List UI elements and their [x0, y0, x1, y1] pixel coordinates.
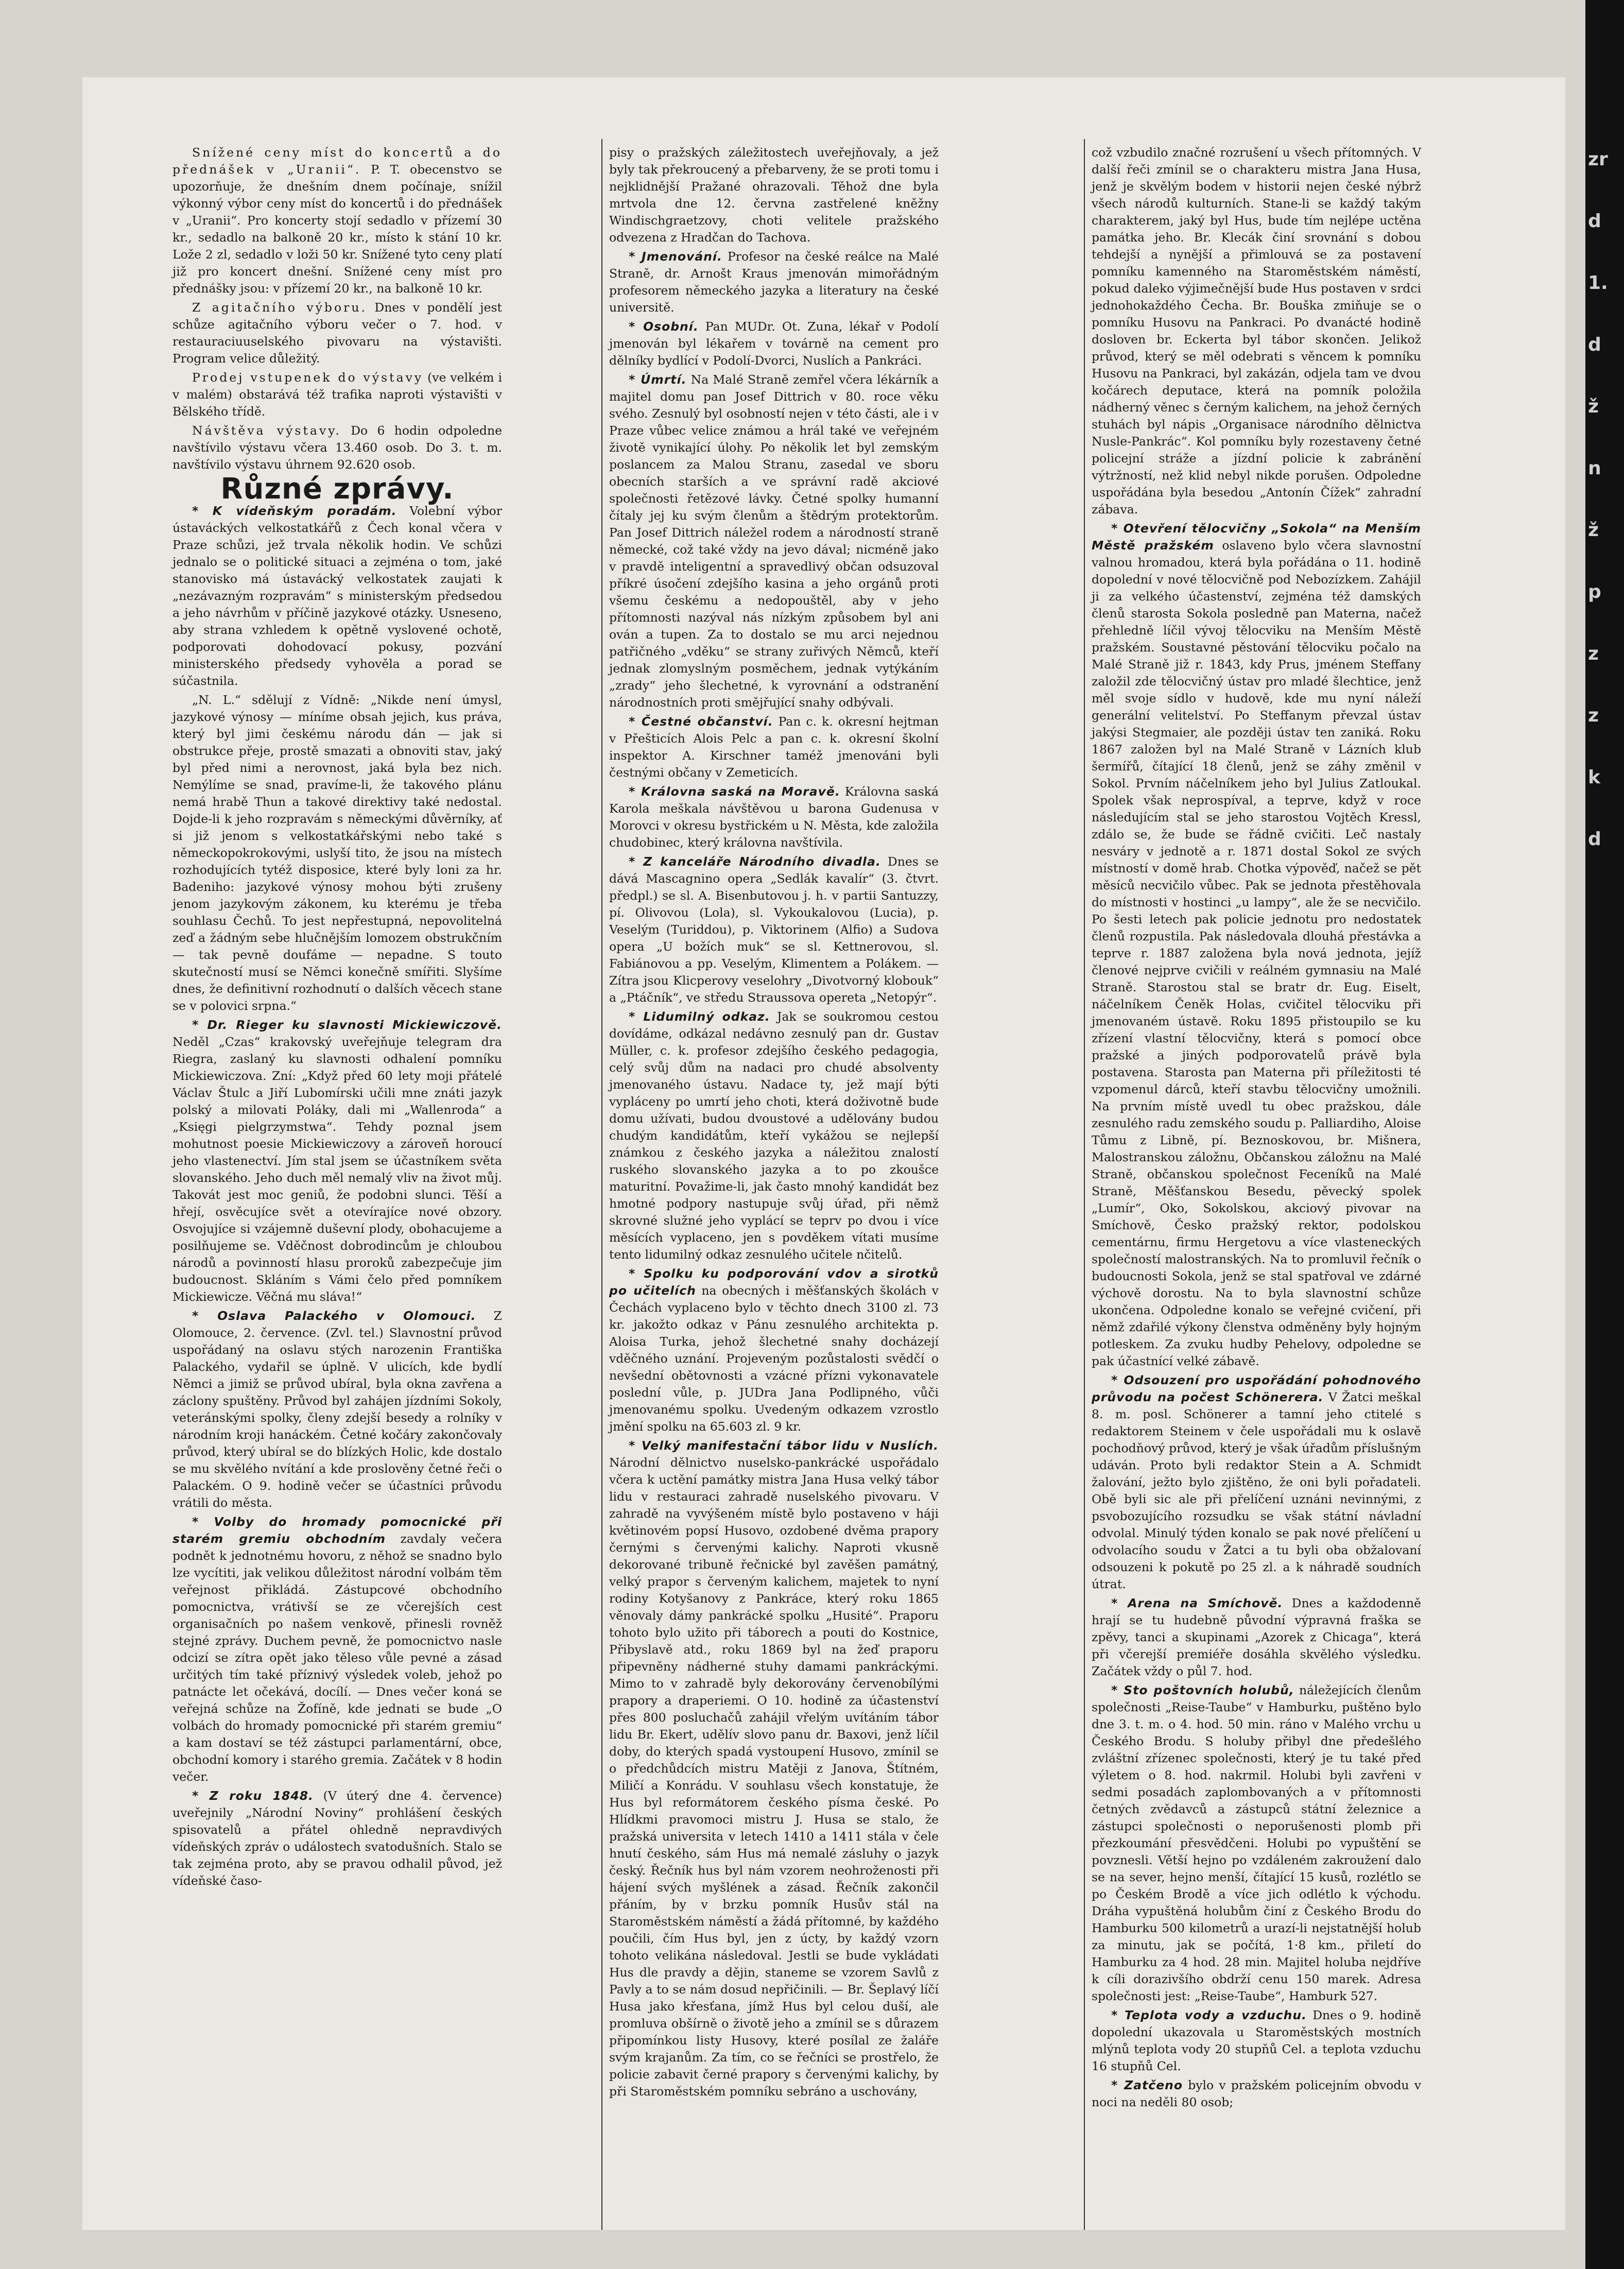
- news-item: * Otevření tělocvičny „Sokola“ na Menším Městě pražském oslaveno bylo včera slavnostní valnou hromadou, která byla pořádána o 11. hodině dopolední v nové tělocvičně pod Nebozízkem. Zahájil ji za velkého účastenství, zejména též damských členů starosta Sokola posledně pan Materna, načež přehledně líčil vývoj tělocviku na Menším Městě pražském. Soustavné pěstování tělocviku počalo na Malé Straně již r. 1843, kdy Prus, jménem Steffany založil zde tělocvičný ústav pro mladé šlechtice, jenž měl svoje sídlo v hudově, kde mu nyní náleží generální velitelství. Po Steffanym převzal ústav jakýsi Stegmaier, ale později ústav ten zaniká. Roku 1867 založen byl na Malé Straně v Lázních klub šermířů, čítající 18 členů, jenž se záhy změnil v Sokol. Prvním náčelníkem jeho byl Julius Zatloukal. Spolek však neprospíval, a teprve, když v roce následujícím stal se jeho starostou Vojtěch Kressl, zdálo se, že bude se řádně cvičiti. Leč nastaly nesváry v jednotě a r. 1871 dostal Sokol ze svých místností v domě hrab. Chotka výpověď, načež se pět měsíců necvičilo vůbec. Pak se jednota přestěhovala do místnosti v hostinci „u lampy“, ale že se necvičilo. Po šesti letech pak policie jednotu pro nedostatek členů rozpustila. Pak následovala dlouhá přestávka a teprve r. 1887 založena byla nová jednota, jejíž členové nejprve cvičili v reálném gymnasiu na Malé Straně. Starostou stal se bratr dr. Eug. Eiselt, náčelníkem Čeněk Holas, cvičitel tělocviku při jmenovaném ústavě. Roku 1895 přistoupilo se ku zřízení vlastní tělocvičny, která s pomocí obce pražské a jiných podporovatelů právě byla postavena. Starosta pan Materna při příležitosti té vzpomenul dárců, kteří stavbu tělocvičny umožnili. Na prvním místě uvedl tu obec pražskou, dále zesnulého radu zemského soudu p. Palliardiho, Aloise Tůmu z Libně, pí. Beznoskovou, br. Mišnera, Malostranskou záložnu, Občanskou záložnu na Malé Straně, občanskou společnost Feceníků na Malé Straně, Měšťanskou Besedu, pěvecký spolek „Lumír“, Oko, Sokolskou, akciový pivovar na Smíchově, Česko pražský rektor, podolskou cementárnu, firmu Hergetovu a více vlasteneckých společností malostranských. Na to promluvil řečník o budoucnosti Sokola, jenž se stal spatřoval ve zdárné výchově dorostu. Na to byla slavnostní schůze ukončena. Odpoledne konalo se veřejné cvičení, při němž zdařilé výkony členstva odměněny byly hojným potleskem. Za zvuku hudby Pehelovy, odpoledne se pak účastnící velké zábavě.: [1092, 521, 1421, 1368]
- edge-fragment: 1.: [1588, 272, 1608, 294]
- notice-paragraph: Prodej vstupenek do výstavy (ve velkém i v malém) obstarává též trafika naproti výstavišti v Bělského třídě.: [172, 370, 502, 419]
- edge-fragment: z: [1588, 705, 1599, 726]
- column-1: [172, 144, 502, 1892]
- news-item: pisy o pražských záležitostech uveřejňovaly, a jež byly tak překroucený a přebarveny, že se proti tomu i nejklidnější Pražané ohrazovali. Těhož dne byla mrtvola dne 12. června zastřelené kněžny Windischgraetzovy, choti velitele pražského odvezena z Hradčan do Tachova.: [609, 145, 939, 245]
- edge-fragment: d: [1588, 334, 1601, 355]
- news-item: * Královna saská na Moravě. Královna saská Karola meškala návštěvou u barona Gudenusa v Morovci v okresu bystřickém u N. Města, kde založila chudobinec, který královna navštívila.: [609, 784, 939, 850]
- adjacent-page-edge: [1585, 0, 1624, 2269]
- column-divider: [1084, 139, 1085, 2230]
- news-item: * Arena na Smíchově. Dnes a každodenně hrají se tu hudebně původní výpravná fraška se zpěvy, tanci a skupinami „Azorek z Chicaga“, která při včerejší premiéře dosáhla skvělého výsledku. Začátek vždy o půl 7. hod.: [1092, 1596, 1421, 1678]
- news-item: * Dr. Rieger ku slavnosti Mickiewiczově. Neděl „Czas“ krakovský uveřejňuje telegram dra Riegra, zaslaný ku slavnosti odhalení pomníku Mickiewiczova. Zní: „Když před 60 lety moji přátelé Václav Štulc a Jiří Lubomírski učili mne znáti jazyk polský a milovati Poláky, dali mi „Wallenroda“ a „Księgi pielgrzymstwa“. Tehdy poznal jsem mohutnost poesie Mickiewiczovy a zároveň horoucí jeho vlastenectví. Jím stal jsem se účastníkem světa slovanského. Jeho duch měl nemalý vliv na život můj. Takovát jest moc geniů, že podobni slunci. Těší a hřejí, osvěcujíce svět a otevírajíce nové obzory. Osvojujíce si vzájemně duševní plody, obohacujeme a posilňujeme se. Vděčnost dobrodincům je chloubou národů a povinností hlasu proroků zabezpečuje jim budoucnost. Skláním s Vámi čelo před pomníkem Mickiewicze. Věčná mu sláva!“: [172, 1018, 502, 1304]
- edge-fragment: ž: [1588, 396, 1599, 417]
- news-item: což vzbudilo značné rozrušení u všech přítomných. V další řeči zmínil se o charakteru mistra Jana Husa, jenž je skvělým bodem v historii nejen české nýbrž všech národů kulturních. Stane-li se každý takým charakterem, jaký byl Hus, bude tím nejlépe uctěna památka jeho. Br. Klecák činí srovnání s dobou tehdejší a nynější a přimlouvá se za postavení pomníku kamenného na Staroměstském náměstí, pokud daleko výjimečnější bude Hus postaven v srdci jednohokaždého Čecha. Br. Bouška zmiňuje se o pomníku Husovu na Pankraci. Po dvanácté hodině dosloven br. Eckerta byl tábor skončen. Jelikož průvod, který se měl odebrati s věncem k pomníku Husovu na Pankraci, byl zakázán, odjela tam ve dvou kočárech deputace, která na pomník položila nádherný věnec s černým kalichem, na jehož černých stuhách byl nápis „Organisace národního dělnictva Nusle-Pankrác“. Kol pomníku byly rozestaveny četné policejní stráže a jízdní policie k zabránění výtržností, než klid nebyl nikde porušen. Odpoledne uspořádána byla besedou „Antonín Čížek“ zahradní zábava.: [1092, 145, 1421, 517]
- edge-fragment: d: [1588, 829, 1601, 850]
- notice-paragraph: Z agitačního výboru. Dnes v pondělí jest schůze agitačního výboru večer o 7. hod. v restauraciuuselského pivovaru na výstavišti. Program velice důležitý.: [172, 300, 502, 366]
- news-item: * Z kanceláře Národního divadla. Dnes se dává Mascagnino opera „Sedlák kavalír“ (3. čtvrt. předpl.) se sl. A. Bisenbutovou j. h. v partii Santuzzy, pí. Olivovou (Lola), sl. Vykoukalovou (Lucia), p. Veselým (Turiddou), p. Viktorinem (Alfio) a Sudova opera „U božích muk“ se sl. Kettnerovou, sl. Fabiánovou a pp. Veselým, Klimentem a Polákem. — Zítra jsou Klicperovy veselohry „Divotvorný klobouk“ a „Ptáčník“, ve středu Straussova opereta „Netopýr“.: [609, 854, 939, 1005]
- edge-fragment: d: [1588, 211, 1601, 232]
- newspaper-page: [82, 77, 1565, 2230]
- edge-fragment: z: [1588, 643, 1599, 664]
- news-item: „N. L.“ sdělují z Vídně: „Nikde není úmysl, jazykové výnosy — míníme obsah jejich, kus práva, který byl jimi českému národu dán — jak si obstrukce přeje, prostě smazati a obnoviti stav, jaký byl před nimi a nerovnost, jaká byla bez nich. Nemýlíme se snad, pravíme-li, že takového plánu nemá hrabě Thun a takové direktivy také nedostal. Dojde-li k jeho rozpravám s německými důvěrníky, ať si již jenom s velkostatkářskými nebo také s německopokrokovými, uslyší tito, že jsou na místech rozhodujících tytéž disposice, které byly loni za hr. Badeniho: jazykové výnosy mohou býti zrušeny jenom jazykovým zákonem, ku kterému je třeba souhlasu Čechů. To jest nepřestupná, nepovolitelná zeď a žádným sebe hlučnějším lomozem obstrukčním — tak pevně doufáme — nepadne. S touto skutečností musí se Němci konečně smířiti. Slyšíme dnes, že definitivní rozhodnutí o dalších věcech stane se v polovici srpna.“: [172, 693, 502, 1013]
- news-item: * Úmrtí. Na Malé Straně zemřel včera lékárník a majitel domu pan Josef Dittrich v 80. roce věku svého. Zesnulý byl osobností nejen v této části, ale i v Praze vůbec velice známou a hrál také ve veřejném životě vynikající úlohy. Po několik let byl zemským poslancem za Malou Stranu, zasedal ve sboru obecních starších a ve správní radě akciové společnosti řetězové lávky. Četné spolky humanní čítaly jej ku svým členům a štědrým protektorům. Pan Josef Dittrich náležel rodem a národností straně německé, což také vždy na jevo dával; nicméně jako v pravdě inteligentní a spravedlivý občan odsuzoval příkré úsočení zdejšího kasina a jeho orgánů proti všemu českému a nedopouštěl, aby v jeho přítomnosti nazýval nás nízkým způsobem byl ani ován a tupen. Za to dostalo se mu arci nejednou patřičného „vděku“ se strany zuřivých Němců, kteří jednak zlomyslným posměchem, jednak vytýkáním „zrady“ jeho šlechetné, k vyrovnání a odstranění národnostních proti smějřující snahy odbývali.: [609, 372, 939, 710]
- news-item: * Čestné občanství. Pan c. k. okresní hejtman v Přešticích Alois Pelc a pan c. k. okresní školní inspektor A. Kirschner taméž jmenováni byli čestnými občany v Zemeticích.: [609, 714, 939, 780]
- edge-fragment: ž: [1588, 520, 1599, 541]
- news-item: * Osobní. Pan MUDr. Ot. Zuna, lékař v Podolí jmenován byl lékařem v továrně na cement pro dělníky bydlící v Podolí-Dvorci, Nuslích a Pankráci.: [609, 319, 939, 368]
- notice-paragraph: Snížené ceny míst do koncertů a do přednášek v „Uranii“. P. T. obecenstvo se upozorňuje, že dnešním dnem počínaje, snížil výkonný výbor ceny míst do koncertů i do přednášek v „Uranii“. Pro koncerty stojí sedadlo v přízemí 30 kr., sedadlo na balkoně 20 kr., místo k stání 10 kr. Lože 2 zl, sedadlo v loži 50 kr. Snížené tyto ceny platí již pro koncert dnešní. Snížené ceny míst pro přednášky jsou: v přízemí 20 kr., na balkoně 10 kr.: [172, 145, 503, 296]
- news-item: * Spolku ku podporování vdov a sirotků po učitelích na obecných i měšťanských školách v Čechách vyplaceno bylo v těchto dnech 3100 zl. 73 kr. jakožto odkaz v Pánu zesnulého architekta p. Aloisa Turka, jehož šlechetné snahy docházejí vděčného uznání. Projeveným pozůstalosti svědčí o nevšední obětovnosti a vzácné přízni vykonavatele poslední vůle, p. JUDra Jana Podlipného, vůči jmenovanému spolku. Uvedeným odkazem vzrostlo jmění spolku na 65.603 zl. 9 kr.: [609, 1266, 939, 1434]
- column-3: [1092, 144, 1421, 2113]
- notice-paragraph: Návštěva výstavy. Do 6 hodin odpoledne navštívilo výstavu včera 13.460 osob. Do 3. t. m. navštívilo výstavu úhrnem 92.620 osob.: [172, 423, 502, 472]
- edge-fragment: zr: [1588, 149, 1608, 170]
- column-2: [609, 144, 939, 2102]
- news-item: * Velký manifestační tábor lidu v Nuslích. Národní dělnictvo nuselsko-pankrácké uspořádalo včera k uctění památky mistra Jana Husa velký tábor lidu v restauraci zahradě nuselského pivovaru. V zahradě na vyvýšeném místě bylo postaveno v háji květinovém popsí Husovo, ozdobené dvěma prapory černými s červenými kalichy. Naproti vkusně dekorované tribuně řečnické byl zavěšen památný, velký prapor s červeným kalichem, majetek to nyní rodiny Kotyšanovy z Pankráce, který roku 1865 věnovaly dámy pankrácké spolku „Husité“. Praporu tohoto bylo užito při táborech a pouti do Kostnice, Přibyslavě atd., roku 1869 byl na žeď praporu připevněny nádherné stuhy damami pankráckými. Mimo to v zahradě byly dekorovány červenobílými prapory a draperiemi. O 10. hodině za účastenství přes 800 posluchačů zahájil vřelým uvítáním tábor lidu Br. Ekert, udělív slovo panu dr. Baxovi, jenž líčil doby, do kterých spadá vystoupení Husovo, zmínil se o předchůdcích mistru Matěji z Janova, Štítném, Miličí a Konrádu. V souhlasu všech konstatuje, že Hus byl reformátorem českého písma české. Po Hlídkmi pravomoci mistru J. Husa se stalo, že pražská universita v letech 1410 a 1411 stála v čele hnutí českého, sám Hus má nemalé zásluhy o jazyk český. Řečník hus byl nám vzorem neohroženosti při hájení svých myšlének a zásad. Řečník zakončil přáním, by v brzku pomník Husův stál na Staroměstském náměstí a žádá přítomné, by každého poučili, čím Hus byl, jen z úcty, by každý vzorn tohoto velikána následoval. Jestli se bude vykládati Hus dle pravdy a dějin, staneme se vzorem Savlů z Pavly a to se nám dosud nepřičinili. — Br. Šeplavý líčí Husa jako křesťana, jímž Hus byl celou duší, ale promluva obšírně o životě jeho a zmínil se s důrazem připomínkou listy Husovy, které posílal ze žaláře svým krajanům. Za tím, co se řečníci se prostřelo, že policie zabavit černé prapory s červenými kalichy, by při Staroměstském pomníku sebráno a uschovány,: [609, 1438, 939, 2099]
- news-item: * Volby do hromady pomocnické při starém gremiu obchodním zavdaly večera podnět k jednotnému hovoru, z něhož se snadno bylo lze vycítiti, jak velikou důležitost národní volbám těm veřejnost přikládá. Zástupcové obchodního pomocnictva, vrátivší se ze včerejších cest organisačních po našem venkově, přinesli rovněž stejné zprávy. Duchem pevně, že pomocnictvo nasle odcizí se zítra opět jako těleso vůle pevné a zásad určitých tím také příznivý výsledek voleb, jehož po patnácte let očekává, docílí. — Dnes večer koná se veřejná schůze na Žofíně, kde jednati se bude „O volbách do hromady pomocnické při starém gremiu“ a kam dostaví se též zástupci parlamentární, obce, obchodní komory i starého gremia. Začátek v 8 hodin večer.: [172, 1515, 502, 1784]
- section-title: Různé zprávy.: [220, 472, 454, 506]
- edge-fragment: n: [1588, 458, 1601, 479]
- edge-fragment: p: [1588, 581, 1601, 603]
- news-item: * K vídeňským poradám. Volební výbor ústaváckých velkostatkářů z Čech konal včera v Praze schůzi, jež trvala několik hodin. Ve schůzi jednalo se o politické situaci a zejména o tom, jaké stanovisko má ústavácký velkostatek zaujati k „nezávazným rozpravám“ s ministerským předsedou a jeho návrhům v příčině jazykové otázky. Usneseno, aby strana vzhledem k opětně vyslovené ochotě, podporovati dohodovací pokusy, pozvání ministerského předsedy vyhověla a porad se súčastnila.: [172, 504, 502, 688]
- edge-fragment: k: [1588, 767, 1600, 788]
- news-item: * Zatčeno bylo v pražském policejním obvodu v noci na neděli 80 osob;: [1092, 2078, 1421, 2109]
- news-item: * Odsouzení pro uspořádání pohodnového průvodu na počest Schönerera. V Žatci meškal 8. m. posl. Schönerer a tamní jeho ctitelé s redaktorem Steinem v čele uspořádali mu k oslavě pochodňový průvod, který je však úřadům příslušným udáván. Proto byli redaktor Stein a A. Schmidt žalování, ježto bylo zjištěno, že oni byli pořadateli. Obě byli sic ale při přelíčení uznáni nevinnými, z psvobozujícího rozsudku se však státní návladní odvolal. Minulý týden konalo se pak nové přelíčení u odvolacího soudu v Žatci a tu byli oba obžalovaní odsouzeni k pokutě po 25 zl. a k náhradě soudních útrat.: [1092, 1373, 1421, 1591]
- news-item: * Oslava Palackého v Olomouci. Z Olomouce, 2. července. (Zvl. tel.) Slavnostní průvod uspořádaný na oslavu stých narozenin Františka Palackého, vydařil se úplně. V ulicích, kde bydlí Němci a jimiž se průvod ubíral, byla okna zavřena a záclony spuštěny. Průvod byl zahájen jízdními Sokoly, veteránskými spolky, členy zdejší besedy a rolníky v národním kroji hanáckém. Četné kočáry zakončovaly průvod, který ubíral se do blízkých Holic, kde dostalo se mu skvělého nvítání a kde proslověny četné řeči o Palackém. O 9. hodině večer se účastníci průvodu vrátili do města.: [172, 1309, 502, 1510]
- news-item: * Sto poštovních holubů, náležejících členům společnosti „Reise-Taube“ v Hamburku, puštěno bylo dne 3. t. m. o 4. hod. 50 min. ráno v Malého vrchu u Českého Brodu. S holuby přibyl dne předešlého zvláštní zřízenec společnosti, který je tu také před výletem o 8. hod. nakrmil. Holubi byli zavřeni v sedmi posadách zaplombovaných a v přítomnosti četných zvědavců a zástupců státní železnice a zástupci společnosti o neporušenosti plomb při přezkoumání přesvědčeni. Holubi po vypuštění se povznesli. Větší hejno po vzdáleném zakroužení dalo se na sever, hejno menší, čítající 15 kusů, rozlétlo se po Českém Brodě a více jich odlétlo k východu. Dráha vypuštěná holubům činí z Českého Brodu do Hamburku 500 kilometrů a urazí-li nejstatnější holub za minutu, jak se počítá, 1·8 km., přiletí do Hamburku za 4 hod. 28 min. Majitel holuba nejdříve k cíli dorazivšího obdrží cenu 150 marek. Adresa společnosti jest: „Reise-Taube“, Hamburk 527.: [1092, 1683, 1421, 2003]
- news-item: * Teplota vody a vzduchu. Dnes o 9. hodině dopolední ukazovala u Staroměstských mostních mlýnů teplota vody 20 stupňů Cel. a teplota vzduchu 16 stupňů Cel.: [1092, 2008, 1421, 2073]
- column-divider: [601, 139, 602, 2230]
- edge-fragments: [1588, 129, 1619, 870]
- news-item: * Lidumilný odkaz. Jak se soukromou cestou dovídáme, odkázal nedávno zesnulý pan dr. Gustav Müller, c. k. profesor zdejšího českého pedagogia, celý svůj dům na nadaci pro chudé absolventy jmenovaného ústavu. Nadace ty, jež mají býti vypláceny po umrtí jeho choti, která doživotně bude domu užívati, budou dvoustové a udělovány budou chudým kandidátům, kteří vykážou se nejlepší známkou z českého jazyka a náležitou znalostí ruského slovanského jazyka a to po zkoušce maturitní. Považime-li, jak často mnohý kandidát bez hmotné podpory nastupuje svůj úřad, při němž skrovné služné jeho vyplácí se teprv po dvou i více měsících vyplaceno, jen s povděkem vítati musíme tento lidumilný odkaz zesnulého učitele nčitelů.: [609, 1009, 939, 1262]
- news-item: * Jmenování. Profesor na české reálce na Malé Straně, dr. Arnošt Kraus jmenován mimořádným profesorem německého jazyka a literatury na české universitě.: [609, 249, 939, 315]
- news-item: * Z roku 1848. (V úterý dne 4. července) uveřejnily „Národní Noviny“ prohlášení českých spisovatelů a přátel ohledně nepravdivých vídeňských zpráv o událostech svatodušních. Stalo se tak zejména proto, aby se pravou odhalil původ, jež vídeňské časo-: [172, 1789, 502, 1888]
